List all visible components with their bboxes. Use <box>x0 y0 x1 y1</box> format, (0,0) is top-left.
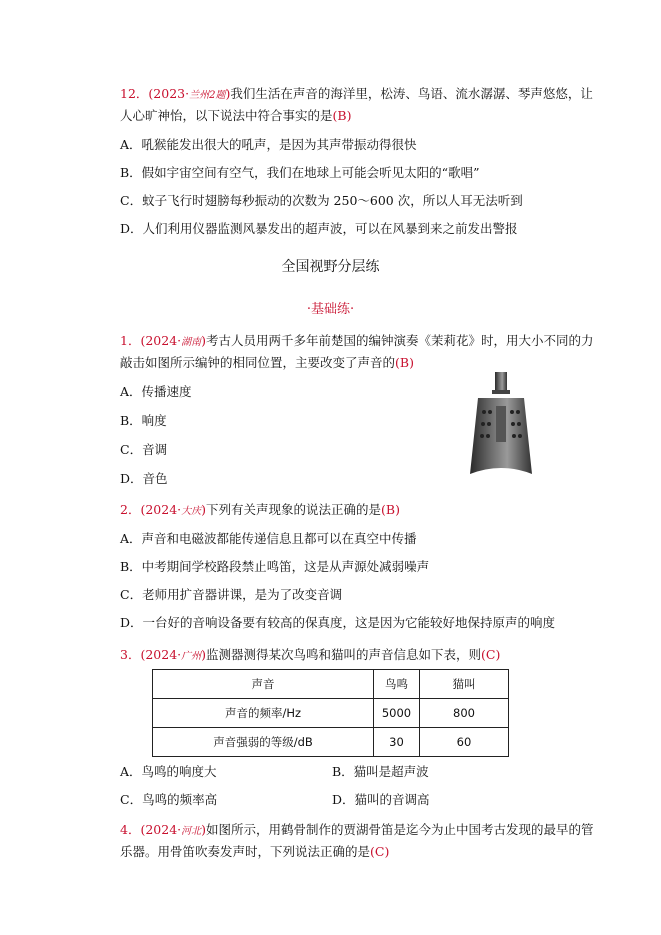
q12-option-d: D．人们利用仪器监测风暴发出的超声波，可以在风暴到来之前发出警报 <box>120 221 518 236</box>
table-cell: 60 <box>420 728 509 757</box>
q4-stem-text2: 乐器。用骨笛吹奏发声时，下列说法正确的是 <box>120 844 371 859</box>
table-row <box>153 728 509 757</box>
q2-option-d: D．一台好的音响设备要有较高的保真度，这是因为它能较好地保持原声的响度 <box>120 615 556 630</box>
q3-option-a: A．鸟鸣的响度大 <box>120 764 217 779</box>
q4-source-pre: (2024· <box>140 822 182 837</box>
q1-source-tag: 湖南 <box>181 337 202 348</box>
q1-option-c: C．音调 <box>120 442 168 457</box>
q12-stem-line2 <box>120 106 351 124</box>
table-cell: 5000 <box>374 699 420 728</box>
sub-title: ·基础练· <box>306 302 355 317</box>
q4-answer: (C) <box>370 844 390 859</box>
q4-stem-text1: 如图所示，用鹤骨制作的贾湖骨笛是迄今为止中国考古发现的最早的管 <box>206 822 594 837</box>
q3-stem-text: 监测器测得某次鸟鸣和猫叫的声音信息如下表，则 <box>206 647 482 662</box>
q2-option-c: C．老师用扩音器讲课，是为了改变音调 <box>120 587 343 602</box>
bronze-bell-image <box>466 370 536 478</box>
table-header-cell: 鸟鸣 <box>374 670 420 699</box>
q4-number: 4． <box>120 822 141 837</box>
q3-answer: (C) <box>481 647 501 662</box>
q1-option-d: D．音色 <box>120 471 168 486</box>
q4-source-tag: 河北 <box>181 826 202 837</box>
table-row <box>153 699 509 728</box>
q2-source-tag: 大庆 <box>181 506 202 517</box>
q1-option-a: A．传播速度 <box>120 384 192 399</box>
q2-stem: 2．(2024·大庆)下列有关声现象的说法正确的是(B) <box>120 502 400 517</box>
sound-table <box>152 669 509 757</box>
q2-option-a: A．声音和电磁波都能传递信息且都可以在真空中传播 <box>120 531 417 546</box>
q1-source-pre: (2024· <box>140 333 182 348</box>
q2-source-pre: (2024· <box>140 502 182 517</box>
table-cell: 声音强弱的等级/dB <box>153 728 374 757</box>
table-cell: 800 <box>420 699 509 728</box>
q4-stem-line1: 4．(2024·河北)如图所示，用鹤骨制作的贾湖骨笛是迄今为止中国考古发现的最早的管 <box>120 822 594 837</box>
q1-option-b: B．响度 <box>120 413 167 428</box>
q1-stem-text1: 考古人员用两千多年前楚国的编钟演奏《茉莉花》时，用大小不同的力 <box>206 333 594 348</box>
q12-number: 12． <box>120 86 149 101</box>
q3-source-pre: (2024· <box>140 647 182 662</box>
q3-option-d: D．猫叫的音调高 <box>332 792 430 807</box>
q1-answer: (B) <box>395 355 414 370</box>
q1-stem-text2: 敲击如图所示编钟的相同位置，主要改变了声音的 <box>120 355 396 370</box>
table-header-cell: 猫叫 <box>420 670 509 699</box>
q12-stem-text1: 我们生活在声音的海洋里，松涛、鸟语、流水潺潺、琴声悠悠，让 <box>230 86 593 101</box>
q12-stem-line1: 12．(2023·兰州2题)我们生活在声音的海洋里，松涛、鸟语、流水潺潺、琴声悠悠，让 <box>120 86 593 101</box>
q12-source-tag: 兰州2题 <box>189 90 226 101</box>
section-title: 全国视野分层练 <box>281 259 380 275</box>
q3-stem: 3．(2024·广州)监测器测得某次鸟鸣和猫叫的声音信息如下表，则(C) <box>120 647 501 662</box>
q12-option-a: A．吼猴能发出很大的吼声，是因为其声带振动得很快 <box>120 137 417 152</box>
q2-number: 2． <box>120 502 141 517</box>
q12-answer: (B) <box>332 108 352 123</box>
q12-option-b: B．假如宇宙空间有空气，我们在地球上可能会听见太阳的“歌唱” <box>120 165 480 180</box>
q2-option-b: B．中考期间学校路段禁止鸣笛，这是从声源处减弱噪声 <box>120 559 430 574</box>
q1-number: 1． <box>120 333 141 348</box>
q2-answer: (B) <box>381 502 400 517</box>
q3-option-c: C．鸟鸣的频率高 <box>120 792 218 807</box>
sub-title-text: 基础练 <box>310 302 350 317</box>
q1-stem-line1: 1．(2024·湖南)考古人员用两千多年前楚国的编钟演奏《茉莉花》时，用大小不同的力 <box>120 333 594 348</box>
q3-source-tag: 广州 <box>181 651 202 662</box>
q3-number: 3． <box>120 647 141 662</box>
table-header-cell: 声音 <box>153 670 374 699</box>
q12-stem-text2: 人心旷神怡，以下说法中符合事实的是 <box>120 108 333 123</box>
q12-option-c: C．蚊子飞行时翅膀每秒振动的次数为 250～600 次，所以人耳无法听到 <box>120 193 523 208</box>
table-header-row <box>153 670 509 699</box>
table-cell: 30 <box>374 728 420 757</box>
q1-stem-line2 <box>120 353 414 371</box>
table-cell: 声音的频率/Hz <box>153 699 374 728</box>
q12-source-pre: (2023· <box>148 86 190 101</box>
q4-stem-line2 <box>120 842 389 860</box>
q3-option-b: B．猫叫是超声波 <box>332 764 429 779</box>
q2-stem-text: 下列有关声现象的说法正确的是 <box>206 502 382 517</box>
